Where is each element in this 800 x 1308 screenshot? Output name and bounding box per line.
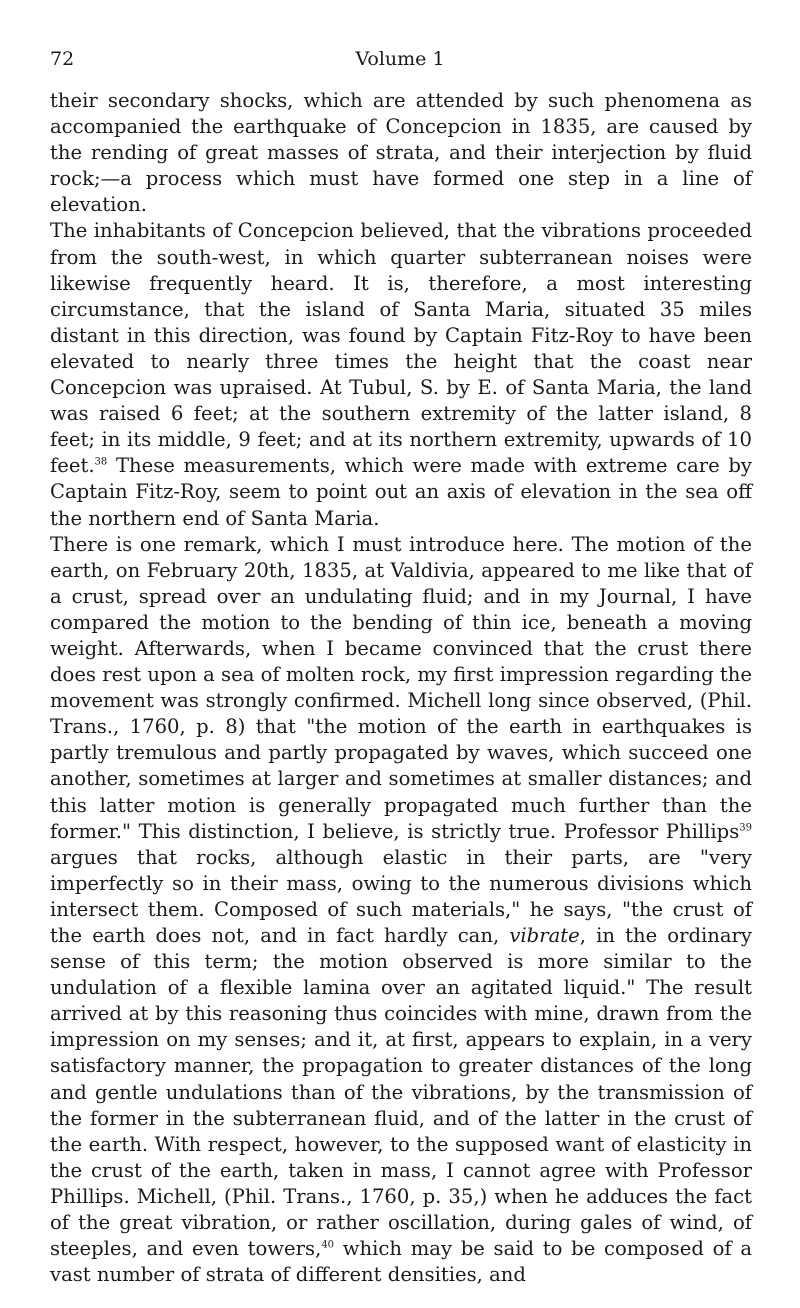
paragraph-1 xyxy=(50,88,752,218)
italic-text: vibrate xyxy=(509,924,580,947)
text-run: There is one remark, which I must introduce here. The motion of the earth, on February 20th, 1835, at Valdivia, appeared to me like that of a crust, spread over an undulating fluid; and in my Journal, I have compared the motion to the bending of thin ice, beneath a moving weight. Afterwards, when I became convinced that the crust there does rest upon a sea of molten rock, my first impression regarding the movement was strongly confirmed. Michell long since observed, (Phil. Trans., 1760, p. 8) that "the motion of the earth in earthquakes is partly tremulous and partly propagated by waves, which succeed one another, sometimes at larger and sometimes at smaller distances; and this latter motion is generally propagated much further than the former." This distinction, I believe, is strictly true. Professor Phillips xyxy=(50,532,752,843)
paragraph-3 xyxy=(50,532,752,1289)
page-header xyxy=(50,44,750,74)
text-run: argues that rocks, although elastic in their parts, are "very imperfectly so in their mass, owing to the numerous divisions which intersect them. Composed of such materials," he says, "the crust of the earth does not, and in fact hardly can, xyxy=(50,845,752,947)
text-run: which may be said to be composed of a vast number of strata of different densities, and xyxy=(50,1237,752,1287)
paragraph-2 xyxy=(50,218,752,531)
footnote-marker-39: 39 xyxy=(739,822,752,834)
running-head: Volume 1 xyxy=(355,48,445,70)
body-text xyxy=(50,88,752,1288)
text-run: The inhabitants of Concepcion believed, that the vibrations proceeded from the south-west, in which quarter subterranean noises were likewise frequently heard. It is, therefore, a most interesting circumstance, that the island of Santa Maria, situated 35 miles distant in this direction, was found by Captain Fitz-Roy to have been elevated to nearly three times the height that the coast near Concepcion was upraised. At Tubul, S. by E. of Santa Maria, the land was raised 6 feet; at the southern extremity of the latter island, 8 feet; in its middle, 9 feet; and at its northern extremity, upwards of 10 feet. xyxy=(50,219,752,478)
text-run: their secondary shocks, which are attended by such phenomena as accompanied the earthquake of Concepcion in 1835, are caused by the rending of great masses of strata, and their interjection by fluid rock;—a process which must have formed one step in a line of elevation. xyxy=(50,89,752,217)
footnote-marker-40: 40 xyxy=(321,1239,335,1251)
text-run: , in the ordinary sense of this term; the motion observed is more similar to the undulation of a flexible lamina over an agitated liquid." The result arrived at by this reasoning thus coincides with mine, drawn from the impression on my senses; and it, at first, appears to explain, in a very satisfactory manner, the propagation to greater distances of the long and gentle undulations than of the vibrations, by the transmission of the former in the subterranean fluid, and of the latter in the crust of the earth. With respect, however, to the supposed want of elasticity in the crust of the earth, taken in mass, I cannot agree with Professor Phillips. Michell, (Phil. Trans., 1760, p. 35,) when he adduces the fact of the great vibration, or rather oscillation, during gales of wind, of steeples, and even towers, xyxy=(50,924,752,1261)
page-number: 72 xyxy=(50,48,75,70)
footnote-marker-38: 38 xyxy=(94,456,108,468)
text-run: These measurements, which were made with extreme care by Captain Fitz-Roy, seem to point out an axis of elevation in the sea off the northern end of Santa Maria. xyxy=(50,454,752,530)
